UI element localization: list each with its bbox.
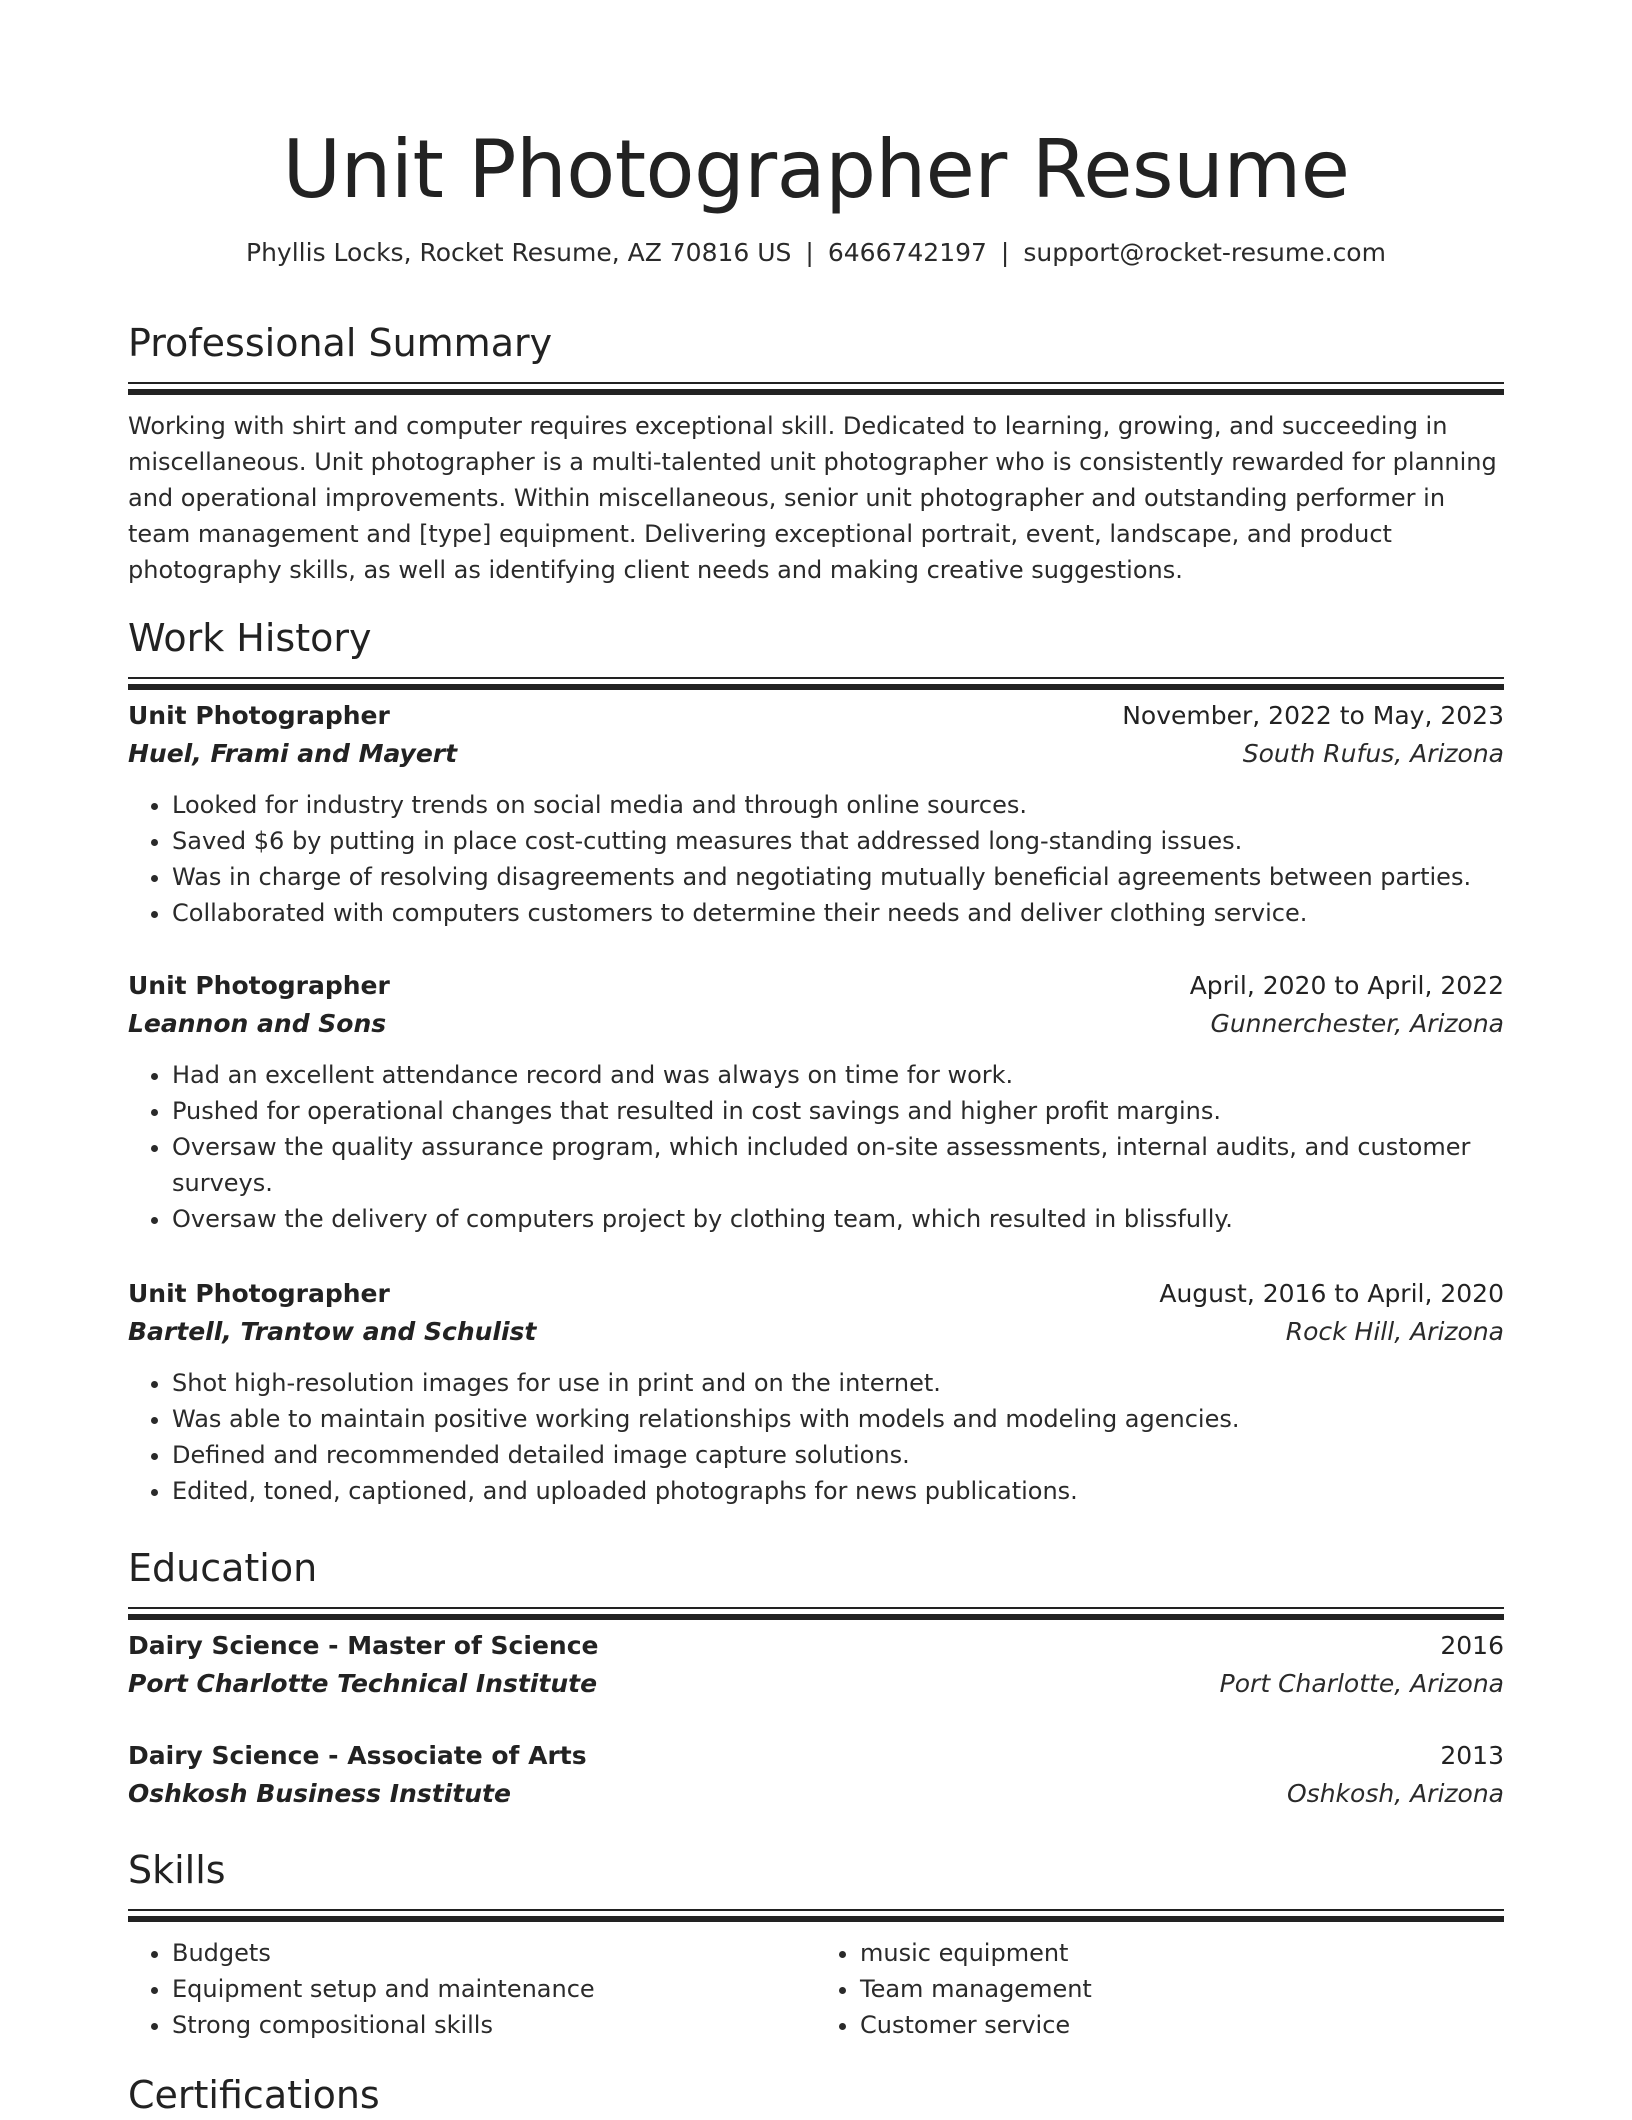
job-company: Bartell, Trantow and Schulist: [128, 1317, 537, 1346]
list-item: • Looked for industry trends on social media and through online sources.: [172, 787, 1504, 823]
list-item: • Strong compositional skills: [172, 2007, 816, 2043]
job-dates: April, 2020 to April, 2022: [1189, 971, 1504, 1000]
list-item: • Oversaw the delivery of computers project by clothing team, which resulted in blissfully.: [172, 1201, 1504, 1237]
job-location: Gunnerchester, Arizona: [1210, 1009, 1504, 1038]
section-heading: Certifications: [128, 2073, 380, 2117]
skills-column-left: [128, 1935, 816, 2043]
list-item: • Was in charge of resolving disagreements and negotiating mutually beneficial agreements between parties.: [172, 859, 1504, 895]
section-heading: Education: [128, 1546, 318, 1590]
school-name: Port Charlotte Technical Institute: [128, 1669, 598, 1698]
job-title: Unit Photographer: [128, 1279, 390, 1308]
list-item: • Customer service: [860, 2007, 1504, 2043]
contact-separator: |: [1000, 238, 1010, 267]
skills-column-right: [816, 1935, 1504, 2043]
resume-page: [128, 118, 1504, 2117]
job-company: Leannon and Sons: [128, 1009, 387, 1038]
list-item: • Pushed for operational changes that resulted in cost savings and higher profit margins.: [172, 1093, 1504, 1129]
summary-text: Working with shirt and computer requires exceptional skill. Dedicated to learning, growing, and succeeding in miscellaneous. Unit photographer is a multi-talented unit photographer who is consistently rewarded for planning and operational improvements. Within miscellaneous, senior unit photographer and outstanding performer in team management and [type] equipment. Delivering exceptional portrait, event, landscape, and product photography skills, as well as identifying client needs and making creative suggestions.: [128, 412, 1497, 584]
job-entry: [128, 697, 1504, 931]
work-history-section: [128, 613, 1504, 1505]
education-entry: [128, 1737, 1504, 1813]
job-bullets: [128, 1365, 1504, 1509]
school-name: Oshkosh Business Institute: [128, 1779, 511, 1808]
list-item: • Shot high-resolution images for use in print and on the internet.: [172, 1365, 1504, 1401]
job-company: Huel, Frami and Mayert: [128, 739, 458, 768]
contact-line: [128, 236, 1504, 270]
graduation-year: 2013: [1440, 1741, 1504, 1770]
degree: Dairy Science - Associate of Arts: [128, 1741, 587, 1770]
education-section: [128, 1543, 1504, 1808]
section-heading: Professional Summary: [128, 321, 553, 365]
job-location: South Rufus, Arizona: [1242, 739, 1504, 768]
skills-section: [128, 1845, 1504, 2043]
contact-phone: 6466742197: [827, 238, 987, 267]
job-entry: [128, 967, 1504, 1237]
list-item: • Defined and recommended detailed image capture solutions.: [172, 1437, 1504, 1473]
job-title: Unit Photographer: [128, 971, 390, 1000]
job-location: Rock Hill, Arizona: [1285, 1317, 1504, 1346]
job-dates: August, 2016 to April, 2020: [1159, 1279, 1504, 1308]
job-entry: [128, 1275, 1504, 1509]
summary-section: [128, 318, 1504, 588]
contact-separator: |: [805, 238, 814, 267]
section-divider: [128, 677, 1504, 689]
list-item: • Equipment setup and maintenance: [172, 1971, 816, 2007]
graduation-year: 2016: [1440, 1631, 1504, 1660]
section-heading: Skills: [128, 1848, 226, 1892]
section-divider: [128, 382, 1504, 394]
list-item: • Saved $6 by putting in place cost-cutting measures that addressed long-standing issues.: [172, 823, 1504, 859]
list-item: • Budgets: [172, 1935, 816, 1971]
section-divider: [128, 1607, 1504, 1619]
section-divider: [128, 1909, 1504, 1921]
contact-address: Phyllis Locks, Rocket Resume, AZ 70816 US: [246, 238, 792, 267]
degree: Dairy Science - Master of Science: [128, 1631, 599, 1660]
education-entry: [128, 1627, 1504, 1703]
job-bullets: [128, 787, 1504, 931]
job-bullets: [128, 1057, 1504, 1237]
certifications-section: [128, 2070, 1504, 2120]
section-heading: Work History: [128, 616, 372, 660]
job-dates: November, 2022 to May, 2023: [1122, 701, 1504, 730]
resume-title: Unit Photographer Resume: [282, 123, 1350, 216]
contact-email: support@rocket-resume.com: [1023, 238, 1386, 267]
list-item: • Was able to maintain positive working relationships with models and modeling agencies.: [172, 1401, 1504, 1437]
list-item: • Team management: [860, 1971, 1504, 2007]
job-title: Unit Photographer: [128, 701, 390, 730]
skills-list: [128, 1935, 1504, 2043]
list-item: • Had an excellent attendance record and was always on time for work.: [172, 1057, 1504, 1093]
school-location: Port Charlotte, Arizona: [1219, 1669, 1504, 1698]
list-item: • music equipment: [860, 1935, 1504, 1971]
list-item: • Oversaw the quality assurance program, which included on-site assessments, internal audits, and customer surveys.: [172, 1129, 1504, 1201]
list-item: • Collaborated with computers customers to determine their needs and deliver clothing service.: [172, 895, 1504, 931]
list-item: • Edited, toned, captioned, and uploaded photographs for news publications.: [172, 1473, 1504, 1509]
school-location: Oshkosh, Arizona: [1287, 1779, 1504, 1808]
